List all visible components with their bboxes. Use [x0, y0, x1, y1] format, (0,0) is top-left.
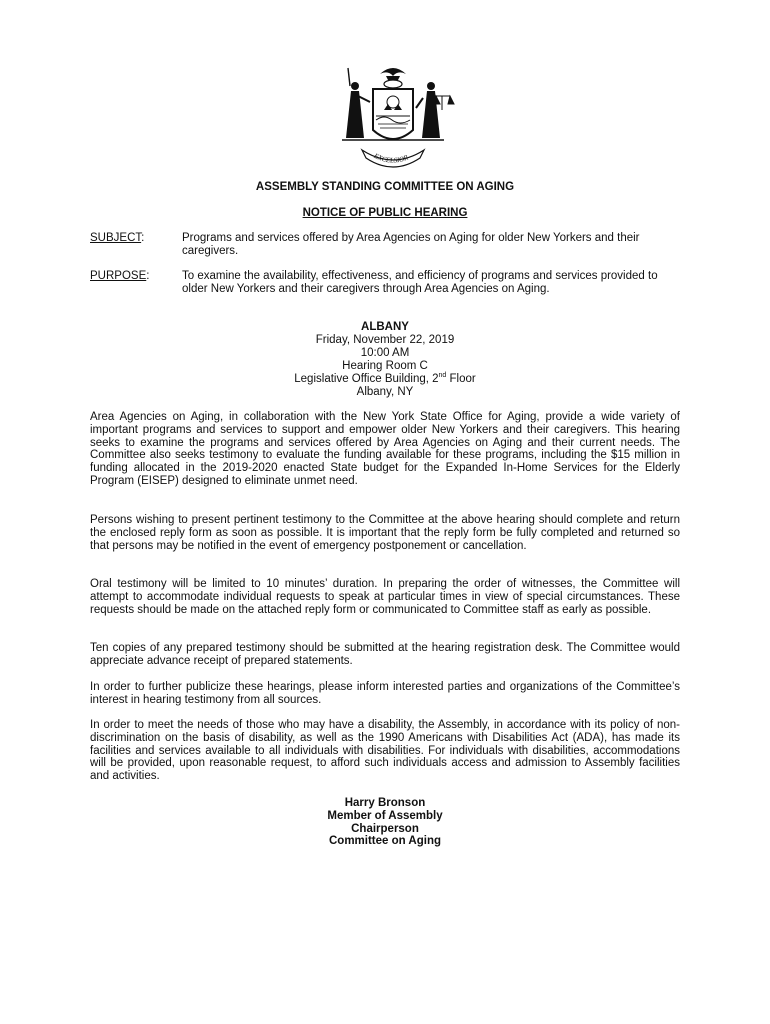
- committee-title: ASSEMBLY STANDING COMMITTEE ON AGING: [255, 181, 515, 193]
- body-paragraph: Persons wishing to present pertinent testimony to the Committee at the above hearing should complete and return the enclosed reply form as soon as possible. It is important that the reply form be fully completed and returned so that persons may be notified in the event of emergency postponement or cancellation.: [90, 514, 680, 552]
- signer-title: Member of Assembly: [327, 809, 443, 822]
- signer-name: Harry Bronson: [344, 797, 426, 809]
- purpose-text: To examine the availability, effectiveness, and efficiency of programs and services provided to older New Yorkers and their caregivers through Area Agencies on Aging.: [182, 270, 658, 295]
- new-york-state-seal: [318, 58, 468, 172]
- building-name: Legislative Office Building, 2: [294, 373, 439, 385]
- hearing-time: 10:00 AM: [360, 347, 410, 359]
- purpose-field: [90, 270, 680, 296]
- seal-motto: EXCELSIOR: [372, 151, 410, 165]
- hearing-city: ALBANY: [361, 321, 409, 333]
- hearing-date: Friday, November 22, 2019: [315, 334, 455, 346]
- purpose-label: PURPOSE: [90, 270, 147, 282]
- body-paragraph: Area Agencies on Aging, in collaboration with the New York State Office for Aging, provide a wide variety of important programs and services to support and empower older New Yorkers and their caregivers. This hearing seeks to examine the programs and services offered by Area Agencies on Aging and their current needs. The Committee also seeks testimony to evaluate the funding available for these programs, including the $15 million in funding allocated in the 2019-2020 enacted State budget for the Expanded In-Home Services for the Elderly Program (EISEP) designed to eliminate unmet need.: [90, 411, 680, 487]
- subject-text: Programs and services offered by Area Agencies on Aging for older New Yorkers and their caregivers.: [182, 232, 640, 257]
- hearing-location-block: [90, 321, 680, 399]
- notice-title: NOTICE OF PUBLIC HEARING: [302, 207, 468, 219]
- signer-role: Chairperson: [351, 822, 419, 835]
- subject-label: SUBJECT: [90, 232, 142, 244]
- floor-ordinal: nd: [438, 372, 447, 380]
- building-floor: Floor: [446, 373, 476, 385]
- body-paragraph: In order to further publicize these hearings, please inform interested parties and organizations of the Committee’s interest in hearing testimony from all sources.: [90, 681, 680, 706]
- body-paragraph: Oral testimony will be limited to 10 minutes’ duration. In preparing the order of witnesses, the Committee will attempt to accommodate individual requests to speak at particular times in view of special circumstances. These requests should be made on the attached reply form or communicated to Committee staff as early as possible.: [90, 578, 680, 616]
- purpose-colon: :: [146, 270, 150, 282]
- body-paragraph: In order to meet the needs of those who may have a disability, the Assembly, in accordance with its policy of non-discrimination on the basis of disability, as well as the 1990 Americans with Disabilities Act (ADA), has made its facilities and services available to all individuals with disabilities. For individuals with disabilities, accommodations will be provided, upon reasonable request, to afford such individuals access and admission to Assembly facilities and activities.: [90, 719, 680, 783]
- seal-emblem-icon: [318, 58, 468, 172]
- signature-block: [90, 797, 680, 848]
- body-paragraph: Ten copies of any prepared testimony should be submitted at the hearing registration desk. The Committee would appreciate advance receipt of prepared statements.: [90, 642, 680, 667]
- hearing-building: [90, 373, 680, 386]
- hearing-address: Albany, NY: [356, 386, 414, 398]
- hearing-room: Hearing Room C: [342, 360, 428, 372]
- subject-colon: :: [141, 232, 145, 244]
- svg-text:EXCELSIOR: [372, 151, 410, 164]
- signer-committee: Committee on Aging: [328, 835, 441, 848]
- subject-field: [90, 232, 680, 258]
